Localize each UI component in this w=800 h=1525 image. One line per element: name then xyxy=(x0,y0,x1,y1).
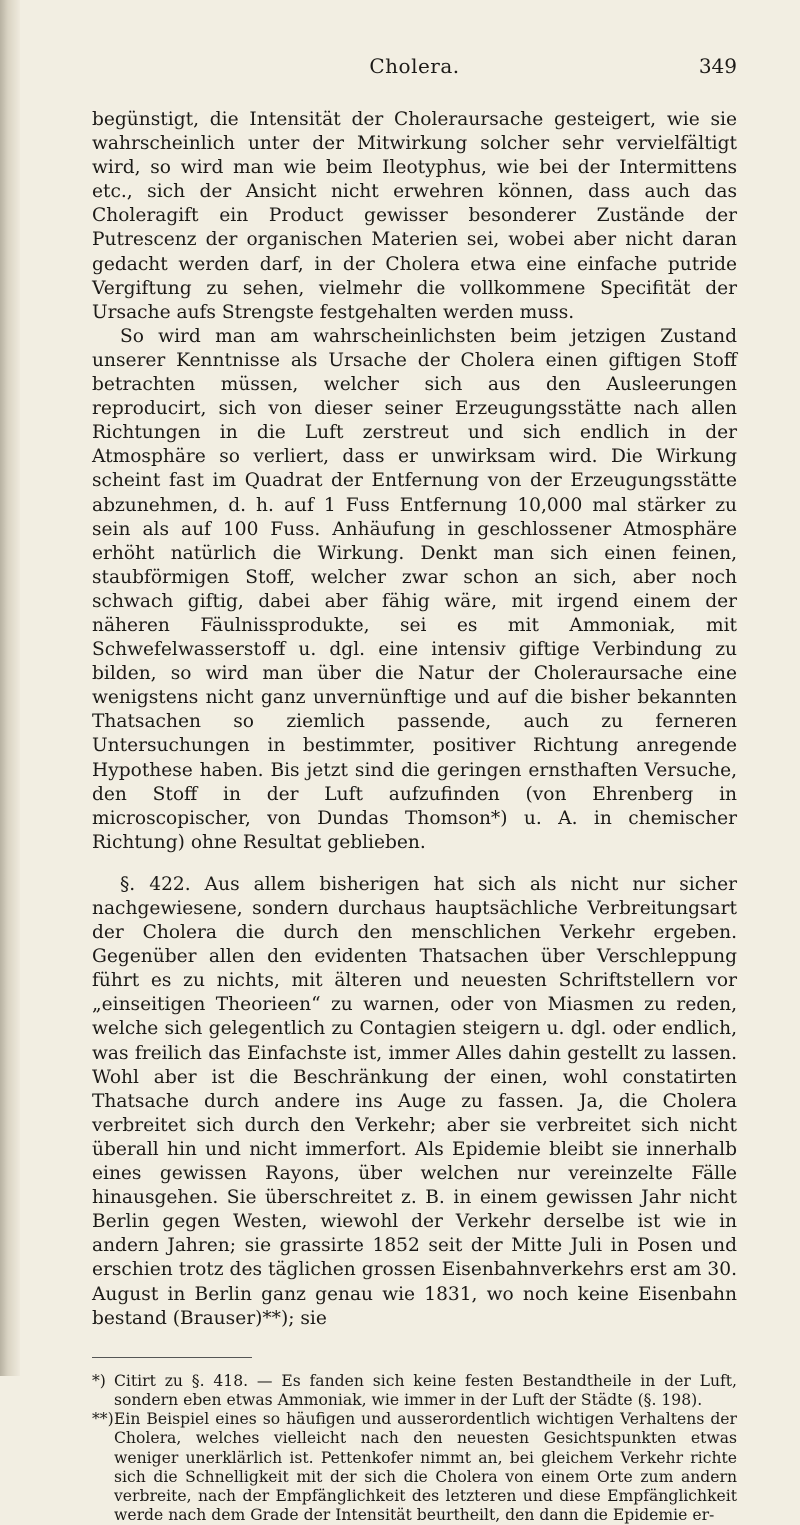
running-head: Cholera. xyxy=(369,54,460,78)
paragraph-cholera-hypothesis: So wird man am wahrscheinlichsten beim jetzigen Zustand unserer Kenntnisse als Ursache der Cholera einen giftigen Stoff betrachten müssen, welcher sich aus den Ausleerungen reproducirt, sich von dieser seiner Erzeugungsstätte nach allen Richtungen in die Luft zerstreut und sich endlich in der Atmosphäre so verliert, dass er unwirksam wird. Die Wirkung scheint fast im Quadrat der Entfernung von der Erzeugungsstätte abzunehmen, d. h. auf 1 Fuss Entfernung 10,000 mal stärker zu sein als auf 100 Fuss. Anhäufung in geschlossener Atmosphäre erhöht natürlich die Wirkung. Denkt man sich einen feinen, staubförmigen Stoff, welcher zwar schon an sich, aber noch schwach giftig, dabei aber fähig wäre, mit irgend einem der näheren Fäulnissprodukte, sei es mit Ammoniak, mit Schwefelwasserstoff u. dgl. eine intensiv giftige Verbindung zu bilden, so wird man über die Natur der Choleraursache eine wenigstens nicht ganz unvernünftige und auf die bisher bekannten Thatsachen so ziemlich passende, auch zu ferneren Untersuchungen in bestimmter, positiver Richtung anregende Hypothese haben. Bis jetzt sind die geringen ernsthaften Versuche, den Stoff in der Luft aufzufinden (von Ehrenberg in microscopischer, von Dundas Thomson*) u. A. in chemischer Richtung) ohne Resultat geblieben. xyxy=(92,325,737,853)
paragraph-section-422: §. 422. Aus allem bisherigen hat sich als nicht nur sicher nachgewiesene, sondern durchaus hauptsächliche Verbreitungsart der Cholera die durch den menschlichen Verkehr ergeben. Gegenüber allen den evidenten Thatsachen über Verschleppung führt es zu nichts, mit älteren und neuesten Schriftstellern vor „einseitigen Theorieen“ zu warnen, oder von Miasmen zu reden, welche sich gelegentlich zu Contagien steigern u. dgl. oder endlich, was freilich das Einfachste ist, immer Alles dahin gestellt zu lassen. Wohl aber ist die Beschränkung der einen, wohl constatirten Thatsache durch andere ins Auge zu fassen. Ja, die Cholera verbreitet sich durch den Verkehr; aber sie verbreitet sich nicht überall hin und nicht immerfort. Als Epidemie bleibt sie innerhalb eines gewissen Rayons, über welchen nur vereinzelte Fälle hinausgehen. Sie überschreitet z. B. in einem gewissen Jahr nicht Berlin gegen Westen, wiewohl der Verkehr derselbe ist wie in andern Jahren; sie grassirte 1852 seit der Mitte Juli in Posen und erschien trotz des täglichen grossen Eisenbahnverkehrs erst am 30. August in Berlin ganz genau wie 1831, wo noch keine Eisenbahn bestand (Brauser)**); sie xyxy=(92,873,737,1329)
book-page xyxy=(92,0,737,1525)
footnote-2 xyxy=(92,1410,737,1525)
page-number: 349 xyxy=(698,54,737,78)
book-spine-shadow xyxy=(0,0,20,1376)
footnote-mark: **) xyxy=(92,1410,114,1429)
footnote-text: Citirt zu §. 418. — Es fanden sich keine festen Bestandtheile in der Luft, sondern eben etwas Ammoniak, wie immer in der Luft der Städte (§. 198). xyxy=(114,1371,737,1409)
footnote-1 xyxy=(92,1372,737,1410)
footnote-text: Ein Beispiel eines so häufigen und ausserordentlich wichtigen Verhaltens der Cholera, welches vielleicht nach den neuesten Gesichtspunkten etwas weniger unerklärlich ist. Pettenkofer nimmt an, bei gleichem Verkehr richte sich die Schnelligkeit mit der sich die Cholera von einem Orte zum andern verbreite, nach der Empfänglichkeit des letzteren und diese Empfänglichkeit werde nach dem Grade der Intensität beurtheilt, den dann die Epidemie er- xyxy=(114,1410,737,1525)
page-header xyxy=(92,54,737,94)
footnote-divider xyxy=(92,1357,252,1358)
paragraph-continued: begünstigt, die Intensität der Choleraursache gesteigert, wie sie wahrscheinlich unter der Mitwirkung solcher sehr vervielfältigt wird, so wird man wie beim Ileotyphus, wie bei der Intermittens etc., sich der Ansicht nicht erwehren können, dass auch das Choleragift ein Product gewisser besonderer Zustände der Putrescenz der organischen Materien sei, wobei aber nicht daran gedacht werden darf, in der Cholera etwa eine einfache putride Vergiftung zu sehen, vielmehr die vollkommene Specifität der Ursache aufs Strengste festgehalten werden muss. xyxy=(92,109,737,323)
footnote-mark: *) xyxy=(92,1371,106,1390)
